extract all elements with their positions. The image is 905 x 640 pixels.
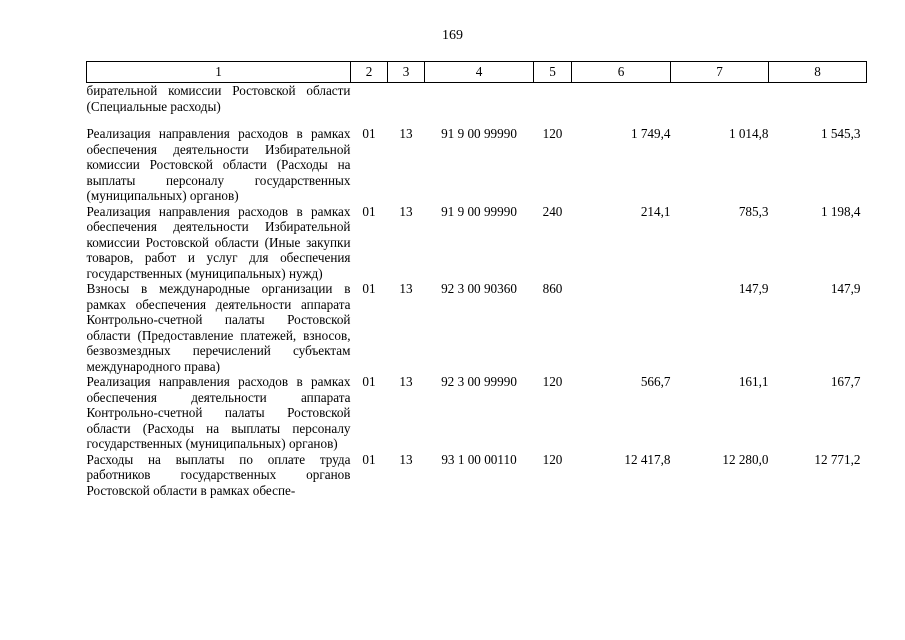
row-amount-2: 161,1 bbox=[738, 374, 769, 389]
row-amount-2: 12 280,0 bbox=[722, 451, 769, 467]
row-amount-1 bbox=[572, 281, 671, 374]
row-name: Реализация направления расходов в рамках обеспечения деятельности аппарата Контрольно-счетной палаты Ростовской области (Расходы на выплаты персоналу государственных (муниципальных) органов) bbox=[86, 374, 351, 451]
row-section: 01 bbox=[362, 374, 376, 389]
row-section: 01 bbox=[362, 203, 376, 219]
row-section bbox=[351, 83, 388, 127]
row-amount-3: 12 771,2 bbox=[814, 451, 861, 467]
page-number: 169 bbox=[442, 28, 463, 43]
row-name: Реализация направления расходов в рамках обеспечения деятельности Избирательной комиссии Ростовской области (Иные закупки товаров, работ и услуг для обеспечения государственных (муниципальных) нужд) bbox=[86, 203, 351, 281]
row-amount-1: 566,7 bbox=[640, 374, 671, 389]
column-header-expense-type: 5 bbox=[534, 62, 572, 83]
table-row bbox=[87, 374, 867, 452]
column-header-section: 2 bbox=[351, 62, 388, 83]
row-section: 01 bbox=[362, 281, 376, 296]
row-expense-type: 120 bbox=[542, 374, 563, 389]
row-amount-1: 214,1 bbox=[640, 203, 671, 219]
row-target-article: 92 3 00 99990 bbox=[441, 374, 517, 389]
row-target-article: 91 9 00 99990 bbox=[441, 203, 517, 219]
row-subsection: 13 bbox=[399, 126, 413, 141]
row-expense-type bbox=[534, 83, 572, 127]
row-amount-1 bbox=[572, 83, 671, 127]
row-name: бирательной комиссии Ростовской области (Специальные расходы) bbox=[86, 83, 351, 114]
row-expense-type: 120 bbox=[542, 126, 563, 141]
row-expense-type: 860 bbox=[542, 281, 563, 296]
row-target-article bbox=[425, 83, 534, 127]
row-expense-type: 120 bbox=[542, 451, 563, 467]
budget-table bbox=[86, 61, 867, 498]
row-amount-3: 167,7 bbox=[830, 374, 861, 389]
row-expense-type: 240 bbox=[542, 203, 563, 219]
row-amount-2: 1 014,8 bbox=[728, 126, 769, 141]
row-target-article: 91 9 00 99990 bbox=[441, 126, 517, 141]
table-header-row bbox=[87, 62, 867, 83]
row-section: 01 bbox=[362, 126, 376, 141]
row-name: Взносы в международные организации в рамках обеспечения деятельности аппарата Контрольно-счетной палаты Ростовской области (Предоставление платежей, взносов, безвозмездных перечислений субъектам международного права) bbox=[86, 281, 351, 374]
row-subsection: 13 bbox=[399, 374, 413, 389]
row-amount-2: 785,3 bbox=[738, 203, 769, 219]
row-amount-2 bbox=[671, 83, 769, 127]
row-amount-2: 147,9 bbox=[738, 281, 769, 296]
table-row bbox=[87, 452, 867, 499]
row-amount-3 bbox=[769, 83, 867, 127]
column-header-name: 1 bbox=[87, 62, 351, 83]
column-header-amount-2: 7 bbox=[671, 62, 769, 83]
row-subsection: 13 bbox=[399, 203, 413, 219]
row-amount-1: 1 749,4 bbox=[630, 126, 671, 141]
column-header-target-article: 4 bbox=[425, 62, 534, 83]
row-target-article: 93 1 00 00110 bbox=[441, 451, 517, 467]
row-name: Реализация направления расходов в рамках обеспечения деятельности Избирательной комиссии Ростовской области (Расходы на выплаты персоналу государственных (муниципальных) органов) bbox=[86, 126, 351, 203]
row-amount-3: 1 198,4 bbox=[820, 203, 861, 219]
row-name: Расходы на выплаты по оплате труда работников государственных органов Ростовской области в рамках обеспе- bbox=[86, 451, 351, 498]
row-subsection: 13 bbox=[399, 451, 413, 467]
row-subsection bbox=[388, 83, 425, 127]
table-row bbox=[87, 281, 867, 374]
column-header-subsection: 3 bbox=[388, 62, 425, 83]
table-row bbox=[87, 126, 867, 204]
row-subsection: 13 bbox=[399, 281, 413, 296]
row-target-article: 92 3 00 90360 bbox=[441, 281, 517, 296]
row-amount-3: 147,9 bbox=[830, 281, 861, 296]
row-amount-3: 1 545,3 bbox=[820, 126, 861, 141]
row-amount-1: 12 417,8 bbox=[624, 451, 671, 467]
column-header-amount-3: 8 bbox=[769, 62, 867, 83]
row-section: 01 bbox=[362, 451, 376, 467]
table-row bbox=[87, 83, 867, 127]
table-row bbox=[87, 204, 867, 282]
column-header-amount-1: 6 bbox=[572, 62, 671, 83]
